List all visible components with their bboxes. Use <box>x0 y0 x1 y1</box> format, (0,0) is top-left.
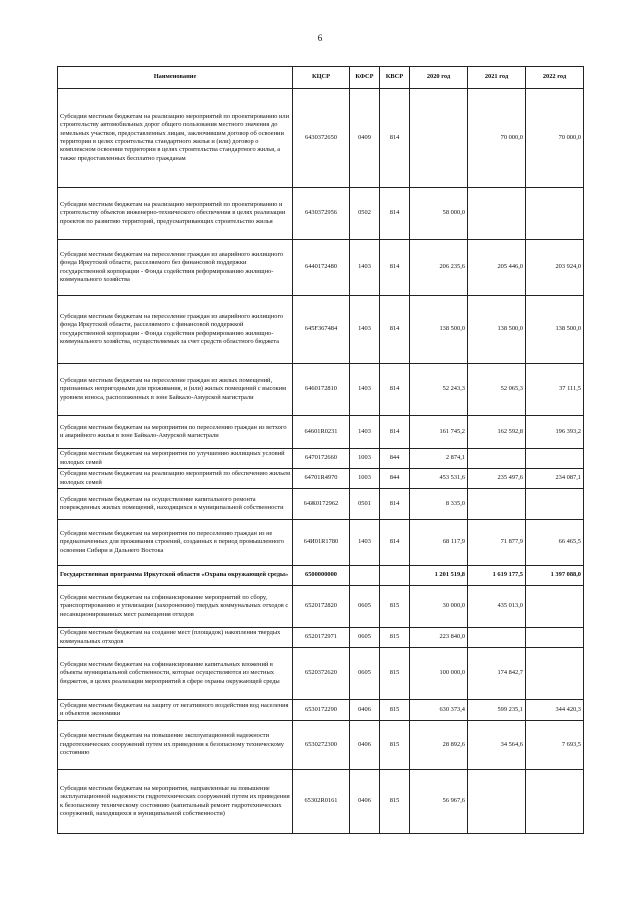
row-value-2021 <box>468 449 526 469</box>
row-name: Субсидии местным бюджетам на защиту от негативного воздействия вод населения и объектов экономики <box>58 700 293 721</box>
row-kvsr <box>380 566 410 586</box>
row-value-2022 <box>526 648 584 700</box>
header-name: Наименование <box>58 67 293 89</box>
header-kfsr: КФСР <box>350 67 380 89</box>
row-kfsr: 1003 <box>350 469 380 489</box>
row-name: Субсидии местным бюджетам на создание мест (площадок) накопления твердых коммунальных отходов <box>58 628 293 648</box>
row-kvsr: 814 <box>380 296 410 364</box>
row-value-2021: 1 619 177,5 <box>468 566 526 586</box>
table-row <box>58 240 584 296</box>
row-kvsr: 814 <box>380 520 410 566</box>
page-number: 6 <box>317 33 323 43</box>
row-value-2020: 68 117,9 <box>410 520 468 566</box>
row-name: Субсидии местным бюджетам на мероприятия, направленные на повышение эксплуатационной надежности гидротехнических сооружений путем их приведения к безопасному техническому состоянию (капитальный ремонт гидротехнических сооружений, находящихся в муниципальной собственности) <box>58 770 293 834</box>
table-row <box>58 296 584 364</box>
row-name: Субсидии местным бюджетам на осуществление капитального ремонта поврежденных жилых помещений, находящихся в муниципальной собственности <box>58 489 293 520</box>
row-kcsr: 645F367484 <box>293 296 350 364</box>
row-kcsr: 6440172480 <box>293 240 350 296</box>
row-kcsr: 6430372956 <box>293 188 350 240</box>
table-row <box>58 700 584 721</box>
row-name: Субсидии местным бюджетам на переселение граждан из аварийного жилищного фонда Иркутской области, расселяемого с финансовой поддержкой государственной корпорации - Фонда содействия реформированию жилищно-коммунального хозяйства, осуществляемых за счет средств областного бюджета <box>58 296 293 364</box>
budget-table <box>57 66 584 834</box>
row-kcsr: 6470172660 <box>293 449 350 469</box>
row-value-2021: 599 235,1 <box>468 700 526 721</box>
row-kcsr: 6430372650 <box>293 89 350 188</box>
row-value-2020: 100 000,0 <box>410 648 468 700</box>
row-value-2022: 196 393,2 <box>526 416 584 449</box>
row-value-2020: 453 531,6 <box>410 469 468 489</box>
row-name: Субсидии местным бюджетам на переселение граждан из жилых помещений, признанных непригодными для проживания, и (или) жилых помещений с высоким уровнем износа, расположенных в зоне Байкало-Амурской магистрали <box>58 364 293 416</box>
table-row <box>58 416 584 449</box>
row-value-2020: 206 235,6 <box>410 240 468 296</box>
row-value-2020: 2 874,1 <box>410 449 468 469</box>
row-name: Государственная программа Иркутской области «Охрана окружающей среды» <box>58 566 293 586</box>
row-kvsr: 815 <box>380 770 410 834</box>
row-value-2020 <box>410 89 468 188</box>
row-kcsr: 6520372620 <box>293 648 350 700</box>
row-value-2021: 138 500,0 <box>468 296 526 364</box>
row-name: Субсидии местным бюджетам на реализацию мероприятий по проектированию и строительству объектов инженерно-технического обеспечения в целях реализации проектов по развитию территорий, предусматривающих строительство жилья <box>58 188 293 240</box>
table-row <box>58 648 584 700</box>
row-kfsr: 1003 <box>350 449 380 469</box>
row-kvsr: 844 <box>380 469 410 489</box>
row-kfsr: 0605 <box>350 648 380 700</box>
table-row <box>58 364 584 416</box>
row-value-2020: 223 840,0 <box>410 628 468 648</box>
row-kcsr: 64И01R1780 <box>293 520 350 566</box>
row-value-2022: 1 397 088,0 <box>526 566 584 586</box>
row-kvsr: 815 <box>380 628 410 648</box>
row-kcsr: 64601R0231 <box>293 416 350 449</box>
row-kcsr: 6500000000 <box>293 566 350 586</box>
row-value-2020: 28 892,6 <box>410 721 468 770</box>
row-kfsr: 1403 <box>350 520 380 566</box>
row-value-2022: 66 465,5 <box>526 520 584 566</box>
row-kfsr <box>350 566 380 586</box>
row-kvsr: 814 <box>380 240 410 296</box>
row-value-2021 <box>468 628 526 648</box>
row-value-2022 <box>526 770 584 834</box>
row-value-2022: 138 500,0 <box>526 296 584 364</box>
table-header-row <box>58 67 584 89</box>
row-name: Субсидии местным бюджетам на мероприятия по переселению граждан из не предназначенных для проживания строений, созданных в период промышленного освоения Сибири и Дальнего Востока <box>58 520 293 566</box>
row-kvsr: 814 <box>380 416 410 449</box>
table-row <box>58 520 584 566</box>
row-kvsr: 815 <box>380 721 410 770</box>
header-2020: 2020 год <box>410 67 468 89</box>
row-name: Субсидии местным бюджетам на софинансирование мероприятий по сбору, транспортированию и утилизации (захоронению) твердых коммунальных отходов с несанкционированных мест размещения отходов <box>58 586 293 628</box>
header-2022: 2022 год <box>526 67 584 89</box>
table-row <box>58 770 584 834</box>
row-value-2020: 1 201 519,8 <box>410 566 468 586</box>
row-value-2021: 34 564,6 <box>468 721 526 770</box>
row-value-2022 <box>526 489 584 520</box>
row-value-2022: 344 420,3 <box>526 700 584 721</box>
row-kvsr: 844 <box>380 449 410 469</box>
row-kcsr: 6520172820 <box>293 586 350 628</box>
header-kcsr: КЦСР <box>293 67 350 89</box>
row-name: Субсидии местным бюджетам на софинансирование капитальных вложений в объекты муниципальной собственности, которые осуществляются из местных бюджетов, в целях реализации мероприятий в сфере охраны окружающей среды <box>58 648 293 700</box>
row-kcsr: 65302R0161 <box>293 770 350 834</box>
table-row <box>58 469 584 489</box>
row-value-2020: 630 373,4 <box>410 700 468 721</box>
table-row <box>58 721 584 770</box>
row-kvsr: 815 <box>380 648 410 700</box>
row-value-2022 <box>526 586 584 628</box>
row-value-2021 <box>468 188 526 240</box>
row-value-2022 <box>526 628 584 648</box>
row-kfsr: 0406 <box>350 721 380 770</box>
row-kvsr: 814 <box>380 489 410 520</box>
row-kfsr: 0605 <box>350 586 380 628</box>
row-value-2020: 56 967,6 <box>410 770 468 834</box>
table-row <box>58 449 584 469</box>
row-name: Субсидии местным бюджетам на повышение эксплуатационной надежности гидротехнических сооружений путем их приведения к безопасному техническому состоянию <box>58 721 293 770</box>
row-name: Субсидии местным бюджетам на реализацию мероприятий по проектированию или строительству автомобильных дорог общего пользования местного значения до земельных участков, предоставленных лицам, заключившим договор об освоении территории в целях строительства стандартного жилья и (или) договор о комплексном освоении территории в целях строительства стандартного жилья, а также предоставленных бесплатно гражданам <box>58 89 293 188</box>
header-2021: 2021 год <box>468 67 526 89</box>
row-value-2022: 70 000,0 <box>526 89 584 188</box>
row-value-2021: 70 000,0 <box>468 89 526 188</box>
row-name: Субсидии местным бюджетам на мероприятия по переселению граждан из ветхого и аварийного жилья в зоне Байкало-Амурской магистрали <box>58 416 293 449</box>
table-row <box>58 89 584 188</box>
row-name: Субсидии местным бюджетам на переселение граждан из аварийного жилищного фонда Иркутской области, расселяемого без финансовой поддержки государственной корпорации - Фонда содействия реформированию жилищно-коммунального хозяйства <box>58 240 293 296</box>
row-name: Субсидии местным бюджетам на реализацию мероприятий по обеспечению жильем молодых семей <box>58 469 293 489</box>
row-value-2022: 7 693,5 <box>526 721 584 770</box>
row-value-2022: 234 087,1 <box>526 469 584 489</box>
row-kfsr: 0406 <box>350 770 380 834</box>
row-value-2021: 162 592,8 <box>468 416 526 449</box>
row-kvsr: 814 <box>380 188 410 240</box>
row-kfsr: 1403 <box>350 240 380 296</box>
row-value-2020: 30 000,0 <box>410 586 468 628</box>
table-body <box>58 89 584 834</box>
row-kvsr: 815 <box>380 700 410 721</box>
row-value-2021: 235 497,6 <box>468 469 526 489</box>
row-value-2022: 203 924,0 <box>526 240 584 296</box>
row-value-2021: 71 877,9 <box>468 520 526 566</box>
row-value-2021: 174 842,7 <box>468 648 526 700</box>
row-value-2021 <box>468 770 526 834</box>
row-value-2022: 37 111,5 <box>526 364 584 416</box>
row-kcsr: 6530172290 <box>293 700 350 721</box>
row-value-2020: 58 000,0 <box>410 188 468 240</box>
row-kcsr: 6530272300 <box>293 721 350 770</box>
row-kvsr: 815 <box>380 586 410 628</box>
row-kfsr: 0502 <box>350 188 380 240</box>
row-kfsr: 0501 <box>350 489 380 520</box>
row-value-2022 <box>526 188 584 240</box>
row-kvsr: 814 <box>380 364 410 416</box>
row-value-2021: 52 065,3 <box>468 364 526 416</box>
row-kcsr: 64701R4970 <box>293 469 350 489</box>
row-name: Субсидии местным бюджетам на мероприятия по улучшению жилищных условий молодых семей <box>58 449 293 469</box>
row-kfsr: 0409 <box>350 89 380 188</box>
table-row <box>58 188 584 240</box>
row-kvsr: 814 <box>380 89 410 188</box>
row-value-2021: 435 013,0 <box>468 586 526 628</box>
row-kfsr: 1403 <box>350 364 380 416</box>
row-kfsr: 0605 <box>350 628 380 648</box>
table-row <box>58 489 584 520</box>
row-value-2020: 161 745,2 <box>410 416 468 449</box>
row-kcsr: 64Ж0172962 <box>293 489 350 520</box>
row-value-2020: 138 500,0 <box>410 296 468 364</box>
row-kfsr: 0406 <box>350 700 380 721</box>
row-value-2020: 52 243,3 <box>410 364 468 416</box>
table-row <box>58 586 584 628</box>
row-value-2021: 205 446,0 <box>468 240 526 296</box>
header-kvsr: КВСР <box>380 67 410 89</box>
row-kcsr: 6460172810 <box>293 364 350 416</box>
table-row <box>58 566 584 586</box>
row-kfsr: 1403 <box>350 416 380 449</box>
row-value-2021 <box>468 489 526 520</box>
table-row <box>58 628 584 648</box>
row-kcsr: 6520172971 <box>293 628 350 648</box>
row-value-2022 <box>526 449 584 469</box>
row-value-2020: 8 335,0 <box>410 489 468 520</box>
row-kfsr: 1403 <box>350 296 380 364</box>
